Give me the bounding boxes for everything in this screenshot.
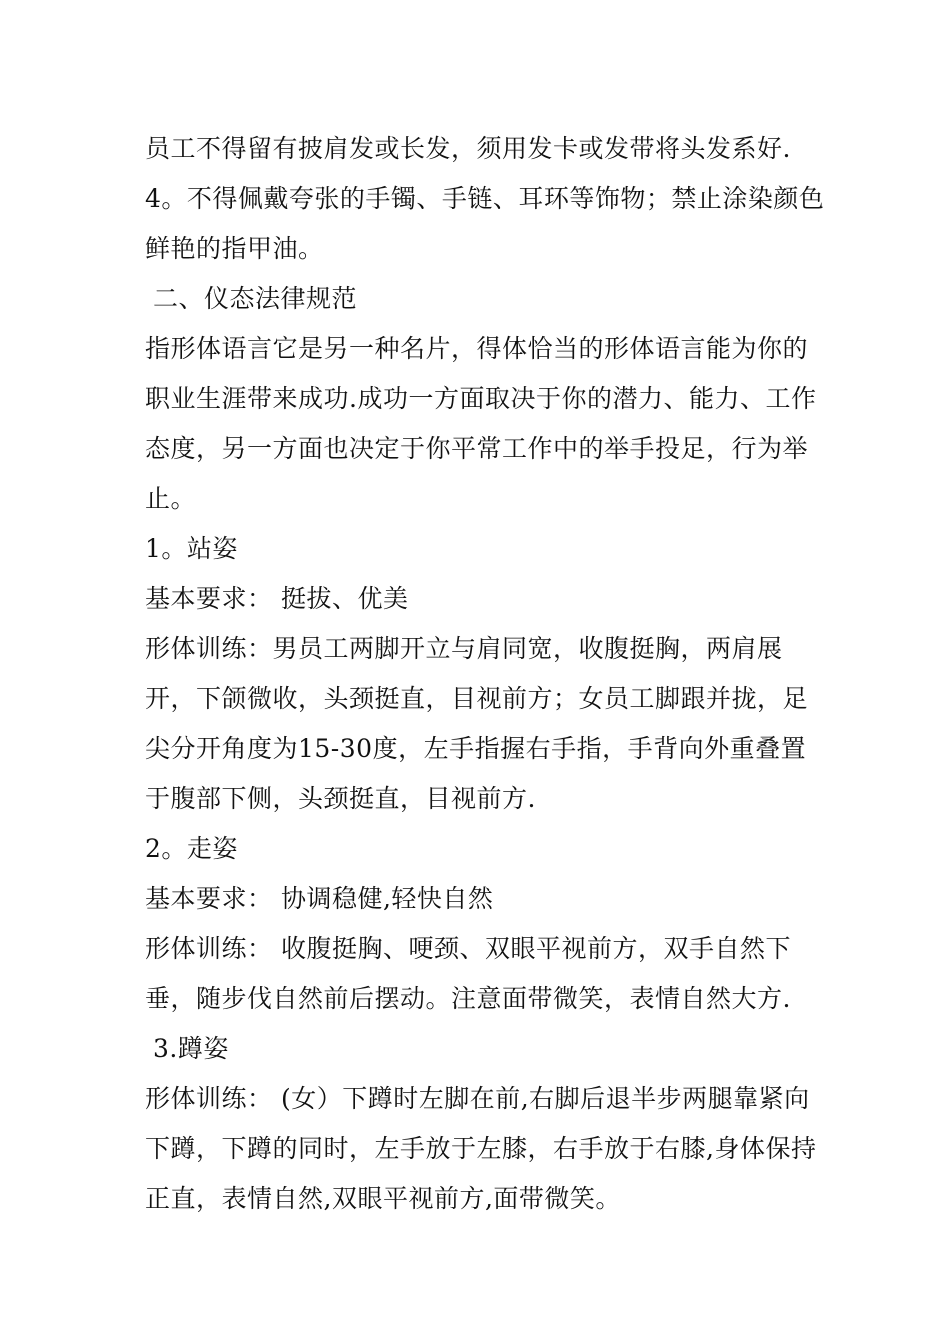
paragraph-jewelry-rule: 4。不得佩戴夸张的手镯、手链、耳环等饰物；禁止涂染颜色鲜艳的指甲油。 [145, 184, 825, 263]
walking-requirement: 基本要求： 协调稳健,轻快自然 [145, 884, 494, 913]
subheading-walking: 2。走姿 [145, 834, 238, 863]
squatting-training: 形体训练： (女）下蹲时左脚在前,右脚后退半步两腿靠紧向下蹲，下蹲的同时，左手放于左膝，右手放于右膝,身体保持正直，表情自然,双眼平视前方,面带微笑。 [145, 1084, 817, 1213]
section-heading-deportment: 二、仪态法律规范 [153, 284, 358, 313]
standing-requirement: 基本要求： 挺拔、优美 [145, 584, 409, 613]
subheading-standing: 1。站姿 [145, 534, 238, 563]
document-page [145, 124, 825, 1224]
paragraph-hair-rule: 员工不得留有披肩发或长发，须用发卡或发带将头发系好. [145, 134, 791, 163]
paragraph-body-language: 指形体语言它是另一种名片，得体恰当的形体语言能为你的职业生涯带来成功.成功一方面取决于你的潜力、能力、工作态度，另一方面也决定于你平常工作中的举手投足，行为举止。 [145, 334, 817, 513]
subheading-squatting: 3.蹲姿 [153, 1034, 229, 1063]
walking-training: 形体训练： 收腹挺胸、哽颈、双眼平视前方，双手自然下垂，随步伐自然前后摆动。注意面带微笑，表情自然大方. [145, 934, 791, 1013]
standing-training: 形体训练：男员工两脚开立与肩同宽，收腹挺胸，两肩展开，下颌微收，头颈挺直，目视前方；女员工脚跟并拢，足尖分开角度为15-30度，左手指握右手指，手背向外重叠置于腹部下侧，头颈挺直，目视前方. [145, 634, 809, 813]
